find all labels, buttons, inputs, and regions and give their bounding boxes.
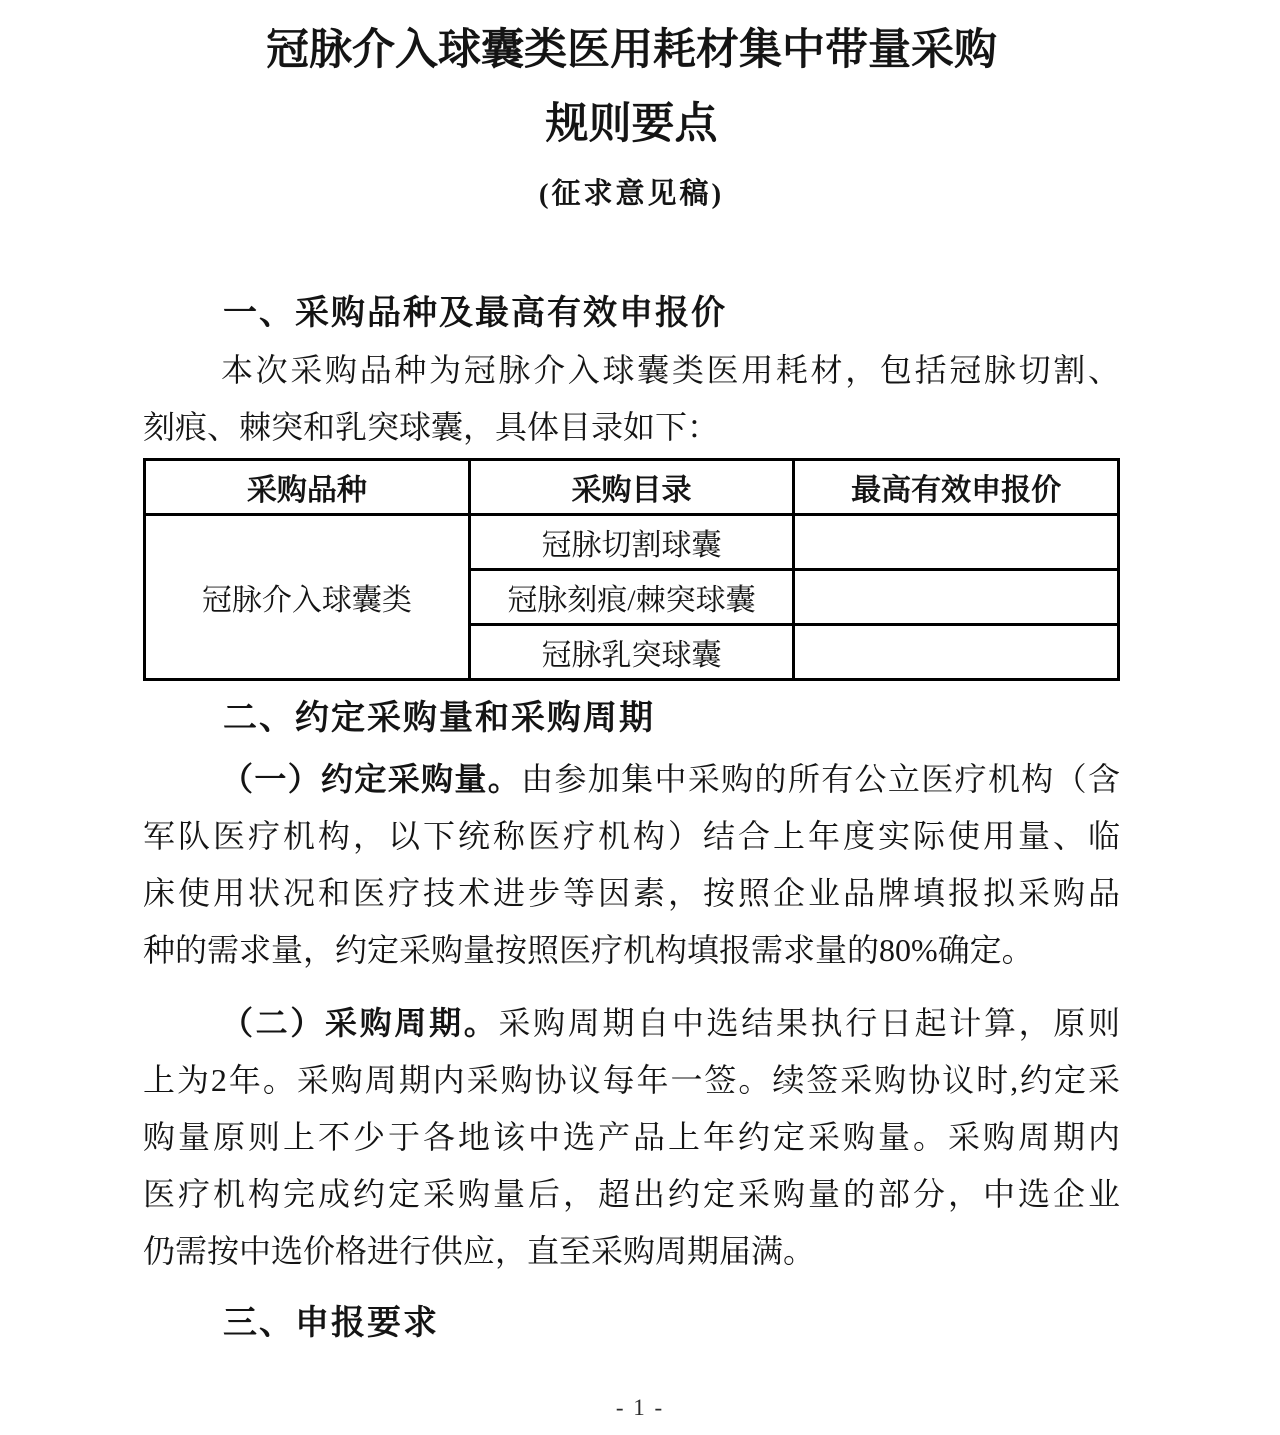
table-row [145, 515, 1119, 570]
paragraph-line [143, 751, 1120, 808]
table-cell-catalog: 冠脉切割球囊 [469, 515, 794, 570]
section-three-heading: 三、申报要求 [223, 1304, 439, 1342]
table-cell-max-price [794, 515, 1119, 570]
item-one-lead: （一）约定采购量。 [221, 761, 522, 797]
procurement-table-header [145, 460, 1119, 515]
table-cell-catalog: 冠脉乳突球囊 [469, 625, 794, 680]
document-title-line1: 冠脉介入球囊类医用耗材集中带量采购 [266, 27, 997, 74]
section-one-intro-paragraph [143, 342, 1120, 456]
table-header-category: 采购品种 [145, 460, 470, 515]
paragraph-line: 刻痕、棘突和乳突球囊，具体目录如下： [143, 409, 720, 445]
document-title [143, 14, 1120, 162]
paragraph-line: 医疗机构完成约定采购量后，超出约定采购量的部分，中选企业 [143, 1176, 1120, 1212]
section-one-heading: 一、采购品种及最高有效申报价 [223, 294, 727, 332]
item-two-lead: （二）采购周期。 [221, 1005, 499, 1041]
page-number: - 1 - [615, 1395, 665, 1420]
table-cell-max-price [794, 625, 1119, 680]
paragraph-line [143, 995, 1120, 1052]
table-header-row [145, 460, 1119, 515]
table-cell-catalog: 冠脉刻痕/棘突球囊 [469, 570, 794, 625]
paragraph-line: 床使用状况和医疗技术进步等因素，按照企业品牌填报拟采购品 [143, 875, 1120, 911]
section-two-heading: 二、约定采购量和采购周期 [223, 699, 655, 737]
paragraph-text: 由参加集中采购的所有公立医疗机构（含 [521, 761, 1120, 797]
procurement-table [143, 458, 1120, 681]
paragraph-line: 购量原则上不少于各地该中选产品上年约定采购量。采购周期内 [143, 1119, 1120, 1155]
paragraph-line: 种的需求量，约定采购量按照医疗机构填报需求量的80%确定。 [143, 932, 1034, 968]
paragraph-text: 采购周期自中选结果执行日起计算，原则 [498, 1005, 1120, 1041]
paragraph-line: 本次采购品种为冠脉介入球囊类医用耗材，包括冠脉切割、 [221, 352, 1120, 388]
document-subtitle: (征求意见稿) [538, 178, 725, 210]
table-header-max-price: 最高有效申报价 [794, 460, 1119, 515]
paragraph-line: 上为2年。采购周期内采购协议每年一签。续签采购协议时,约定采 [143, 1062, 1120, 1098]
procurement-table-body [145, 515, 1119, 680]
table-cell-category: 冠脉介入球囊类 [145, 515, 470, 680]
section-two-item-two-paragraph [143, 995, 1120, 1280]
paragraph-line: 军队医疗机构，以下统称医疗机构）结合上年度实际使用量、临 [143, 818, 1120, 854]
table-header-catalog: 采购目录 [469, 460, 794, 515]
document-title-line2: 规则要点 [545, 101, 718, 148]
table-cell-max-price [794, 570, 1119, 625]
paragraph-line: 仍需按中选价格进行供应，直至采购周期届满。 [143, 1233, 816, 1269]
section-two-item-one-paragraph [143, 751, 1120, 979]
